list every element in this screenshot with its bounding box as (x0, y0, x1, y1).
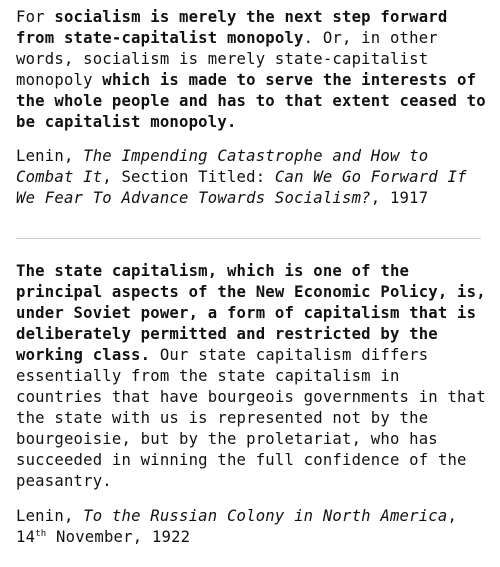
quote-bold-text: which is made to serve the interests of the whole people and has to that extent ceased to be capitalist monopoly. (16, 71, 486, 131)
quote-socialism (16, 7, 486, 133)
citation-impending-catastrophe (16, 146, 486, 209)
citation-author: Lenin, (16, 147, 84, 165)
quote-state-capitalism (16, 261, 486, 492)
quote-text: For (16, 8, 55, 26)
quote-text: . Or, in other words, socialism is merely state-capitalist monopoly (16, 29, 438, 89)
citation-author: Lenin, (16, 507, 84, 525)
citation-text: , Section Titled: (102, 168, 275, 186)
quote-bold-text: socialism is merely the next step forward from state-capitalist monopoly (16, 8, 448, 47)
citation-ordinal: th (35, 529, 47, 539)
citation-work-title: To the Russian Colony in North America (83, 507, 448, 525)
citation-year: , 1917 (370, 189, 429, 207)
citation-day: 14 (16, 528, 36, 546)
citation-work-title: The Impending Catastrophe and How to Combat It (16, 147, 429, 186)
quote-bold-text: The state capitalism, which is one of the principal aspects of the New Economic Policy, is, under Soviet power, a form of capitalism that is deliberately permitted and restricted by the working class. (16, 262, 486, 364)
citation-date: November, 1922 (46, 528, 191, 546)
document-page (16, 7, 486, 548)
quote-text: Our state capitalism differs essentially from the state capitalism in countries that have bourgeois governments in that the state with us is represented not by the bourgeoisie, but by the proletariat, who has succeeded in winning the full confidence of the peasantry. (16, 346, 486, 490)
citation-section-title: Can We Go Forward If We Fear To Advance Towards Socialism? (16, 168, 467, 207)
section-divider (16, 238, 481, 239)
citation-separator: , (447, 507, 458, 525)
citation-russian-colony (16, 506, 486, 548)
